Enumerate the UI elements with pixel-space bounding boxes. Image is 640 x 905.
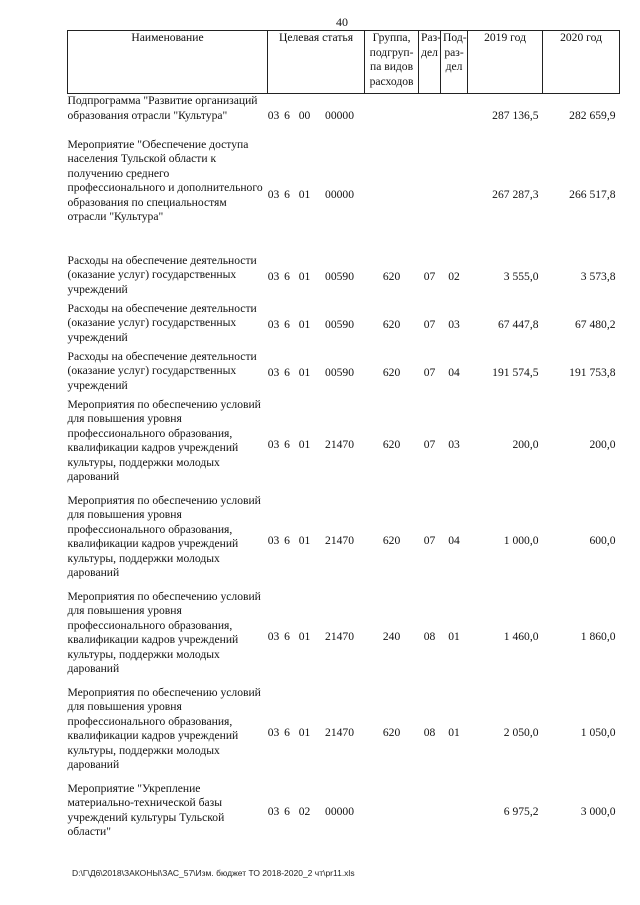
value-2019: 267 287,3 <box>492 188 539 202</box>
table-row <box>68 686 620 782</box>
group-code: 620 <box>382 438 401 452</box>
row-name: Мероприятие "Обеспечение доступа населения Тульской области к получению среднего профессионального и дополнительного образования по специальностям отрасли "Культура" <box>67 137 263 223</box>
value-2020: 3 000,0 <box>580 805 616 819</box>
code-program: 03 <box>267 366 280 380</box>
group-code <box>365 782 419 844</box>
code-subprogram: 6 <box>284 270 290 284</box>
row-name: Расходы на обеспечение деятельности (оказание услуг) государственных учреждений <box>67 301 257 344</box>
code-event: 01 <box>298 726 311 740</box>
header-section: Раз-дел <box>419 31 441 94</box>
subsection-code <box>441 782 468 844</box>
subsection-code: 03 <box>448 318 460 332</box>
code-direction: 21470 <box>325 534 355 548</box>
table-row <box>68 782 620 844</box>
value-2019: 191 574,5 <box>492 366 539 380</box>
value-2019: 3 555,0 <box>503 270 539 284</box>
value-2020: 200,0 <box>589 438 616 452</box>
section-code: 07 <box>423 366 436 380</box>
code-event: 01 <box>298 188 311 202</box>
header-2020: 2020 год <box>543 31 620 94</box>
code-event: 01 <box>298 366 311 380</box>
code-event: 01 <box>298 270 311 284</box>
code-program: 03 <box>267 188 280 202</box>
code-program: 03 <box>267 726 280 740</box>
section-code <box>419 94 441 138</box>
group-code <box>365 138 419 254</box>
budget-table <box>67 30 620 844</box>
code-subprogram: 6 <box>284 534 290 548</box>
row-name: Мероприятия по обеспечению условий для повышения уровня профессионального образования, квалификации кадров учреждений культуры, поддержки молодых дарований <box>67 493 261 579</box>
section-code: 07 <box>423 534 436 548</box>
subsection-code: 03 <box>448 438 460 452</box>
header-subsection: Под-раз-дел <box>441 31 468 94</box>
table-row <box>68 254 620 302</box>
code-program: 03 <box>267 534 280 548</box>
subsection-code: 04 <box>448 534 460 548</box>
value-2019: 1 460,0 <box>503 630 539 644</box>
section-code: 07 <box>423 270 436 284</box>
header-target-article: Целевая статья <box>268 31 365 94</box>
code-subprogram: 6 <box>284 805 290 819</box>
group-code: 620 <box>382 534 401 548</box>
group-code <box>365 94 419 138</box>
row-name: Мероприятия по обеспечению условий для повышения уровня профессионального образования, квалификации кадров учреждений культуры, поддержки молодых дарований <box>67 685 261 771</box>
code-direction: 00000 <box>325 188 355 202</box>
subsection-code <box>441 138 468 254</box>
code-subprogram: 6 <box>284 318 290 332</box>
code-program: 03 <box>267 318 280 332</box>
section-code <box>419 138 441 254</box>
group-code: 620 <box>382 270 401 284</box>
group-code: 620 <box>382 318 401 332</box>
code-program: 03 <box>267 270 280 284</box>
table-row <box>68 350 620 398</box>
code-program: 03 <box>267 108 280 122</box>
value-2020: 191 753,8 <box>569 366 616 380</box>
value-2020: 67 480,2 <box>574 318 616 332</box>
row-name: Подпрограмма "Развитие организаций образования отрасли "Культура" <box>67 94 258 122</box>
row-name: Мероприятия по обеспечению условий для повышения уровня профессионального образования, квалификации кадров учреждений культуры, поддержки молодых дарований <box>67 589 261 675</box>
value-2020: 600,0 <box>589 534 616 548</box>
header-name: Наименование <box>68 31 268 94</box>
group-code: 620 <box>382 366 401 380</box>
value-2020: 1 860,0 <box>580 630 616 644</box>
code-event: 01 <box>298 630 311 644</box>
code-program: 03 <box>267 438 280 452</box>
code-subprogram: 6 <box>284 108 290 122</box>
table-row <box>68 494 620 590</box>
code-subprogram: 6 <box>284 366 290 380</box>
code-direction: 00000 <box>325 108 355 122</box>
code-program: 03 <box>267 630 280 644</box>
row-name: Мероприятия по обеспечению условий для повышения уровня профессионального образования, квалификации кадров учреждений культуры, поддержки молодых дарований <box>67 397 261 483</box>
code-direction: 00000 <box>325 805 355 819</box>
subsection-code: 02 <box>448 270 460 284</box>
row-name: Расходы на обеспечение деятельности (оказание услуг) государственных учреждений <box>67 253 257 296</box>
file-path-footer: D:\Г\Д6\2018\ЗАКОНЫ\ЗАС_57\Изм. бюджет ТО 2018-2020_2 чт\pr11.xls <box>72 868 355 878</box>
section-code: 08 <box>423 630 436 644</box>
value-2019: 67 447,8 <box>497 318 539 332</box>
value-2020: 3 573,8 <box>580 270 616 284</box>
subsection-code: 04 <box>448 366 460 380</box>
header-2019: 2019 год <box>468 31 543 94</box>
code-event: 02 <box>298 805 311 819</box>
table-header-row <box>68 31 620 94</box>
value-2019: 1 000,0 <box>503 534 539 548</box>
page-number: 40 <box>336 15 348 29</box>
section-code: 07 <box>423 318 436 332</box>
section-code: 08 <box>423 726 436 740</box>
code-direction: 00590 <box>325 318 355 332</box>
code-subprogram: 6 <box>284 438 290 452</box>
code-direction: 21470 <box>325 726 355 740</box>
code-direction: 00590 <box>325 270 355 284</box>
value-2019: 2 050,0 <box>503 726 539 740</box>
value-2020: 282 659,9 <box>569 108 616 122</box>
code-event: 01 <box>298 318 311 332</box>
section-code: 07 <box>423 438 436 452</box>
value-2020: 266 517,8 <box>569 188 616 202</box>
code-event: 01 <box>298 534 311 548</box>
value-2020: 1 050,0 <box>580 726 616 740</box>
code-subprogram: 6 <box>284 188 290 202</box>
subsection-code: 01 <box>448 726 460 740</box>
row-name: Расходы на обеспечение деятельности (оказание услуг) государственных учреждений <box>67 349 257 392</box>
group-code: 620 <box>382 726 401 740</box>
code-program: 03 <box>267 805 280 819</box>
table-row <box>68 302 620 350</box>
table-row <box>68 590 620 686</box>
value-2019: 6 975,2 <box>503 805 539 819</box>
code-subprogram: 6 <box>284 630 290 644</box>
table-row <box>68 138 620 254</box>
code-event: 00 <box>298 108 311 122</box>
table-row <box>68 398 620 494</box>
code-direction: 21470 <box>325 630 355 644</box>
group-code: 240 <box>382 630 401 644</box>
subsection-code: 01 <box>448 630 460 644</box>
subsection-code <box>441 94 468 138</box>
value-2019: 200,0 <box>512 438 539 452</box>
code-event: 01 <box>298 438 311 452</box>
header-group: Группа, подгруп-па видов расходов <box>365 31 419 94</box>
value-2019: 287 136,5 <box>492 108 539 122</box>
row-name: Мероприятие "Укрепление материально-технической базы учреждений культуры Тульской области" <box>67 781 225 838</box>
code-direction: 21470 <box>325 438 355 452</box>
code-subprogram: 6 <box>284 726 290 740</box>
section-code <box>419 782 441 844</box>
code-direction: 00590 <box>325 366 355 380</box>
table-row <box>68 94 620 138</box>
